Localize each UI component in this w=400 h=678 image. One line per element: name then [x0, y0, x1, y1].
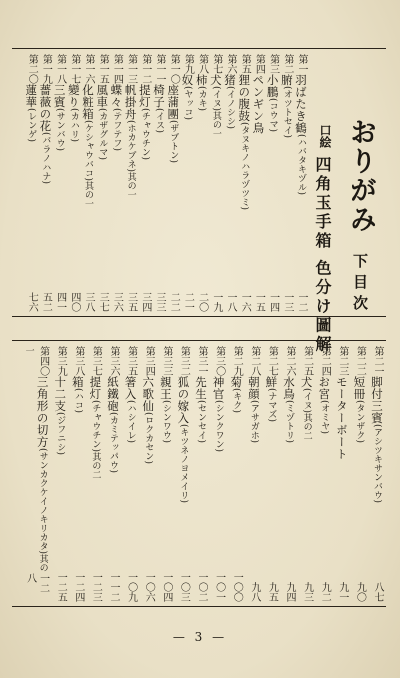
entry-number: 第一九 [40, 54, 52, 84]
entry-page: 四〇 [68, 292, 80, 312]
toc-entry [69, 346, 85, 602]
entry-number: 第三〇 [213, 346, 225, 376]
toc-entry [22, 54, 38, 312]
entry-reading: (アシツキサンバウ) [372, 424, 382, 504]
entry-name: 風車 [95, 84, 110, 108]
entry-name: 化粧箱 [81, 84, 95, 120]
entry-page: 一三 [281, 292, 293, 312]
entry-number: 第四〇 [37, 346, 49, 376]
entry-name: 水鳥 [282, 376, 296, 400]
entry-reading: (イヌ)其の一 [210, 86, 221, 139]
toc-title [344, 118, 380, 316]
toc-entry [207, 54, 223, 312]
entry-page: 二二 [168, 292, 180, 312]
entry-page: 九四 [284, 582, 295, 602]
toc-entry [107, 54, 123, 312]
entry-number: 第三三 [160, 346, 172, 376]
entry-name: 先生 [194, 376, 208, 400]
entry-page: 一二 [296, 292, 307, 312]
entry-reading: (ジフニシ) [55, 412, 66, 456]
entry-reading: (レンゲ) [26, 108, 37, 143]
entry-number: 第三二 [178, 346, 190, 376]
entry-page: 三七 [97, 292, 109, 312]
entry-number: 第三七 [90, 346, 102, 376]
entry-reading: (ハコ) [72, 388, 83, 414]
entry-page: 三四 [139, 292, 151, 312]
entry-reading: (ハシイレ) [125, 400, 136, 444]
entry-page: 一〇三 [178, 572, 190, 602]
title-main: おりがみ [345, 118, 376, 234]
entry-page: 五二 [40, 292, 52, 312]
toc-entry [193, 54, 209, 312]
toc-entry [221, 54, 237, 312]
entry-page: 一二三 [90, 572, 102, 602]
entry-page: 一二四 [72, 572, 84, 602]
entry-reading: (ロクカセン) [143, 412, 154, 465]
entry-reading: (イノシシ) [225, 86, 235, 130]
entry-name: 犬 [208, 74, 223, 86]
entry-reading: (キツネノヨメイリ) [178, 424, 189, 504]
entry-name: 提灯 [137, 84, 152, 108]
entry-page: 三八 [83, 292, 94, 312]
toc-entry [192, 346, 208, 602]
entry-name: 奴 [180, 74, 195, 86]
entry-reading: (ホカケブネ)其の一 [125, 120, 136, 200]
entry-name: 三賓 [52, 84, 67, 108]
entry-page: 一八 [225, 292, 236, 312]
entry-name: 菊 [229, 376, 244, 388]
entry-page: 一〇〇 [231, 572, 243, 602]
entry-reading: (チャウチン)其の二 [90, 400, 101, 480]
toc-entry [298, 346, 314, 602]
entry-name: 箱 [70, 376, 85, 388]
entry-number: 第二一 [372, 346, 383, 376]
toc-entry [86, 346, 102, 602]
toc-entry [280, 346, 296, 602]
entry-name: 椅子 [152, 84, 166, 108]
entry-reading: (シンワウ) [160, 400, 171, 444]
entry-number: 第三五 [125, 346, 137, 376]
entry-number: 第三八 [72, 346, 84, 376]
entry-name: 脚付三賓 [370, 376, 384, 424]
entry-name: 朝顔 [246, 376, 261, 400]
entry-number: 第一 [296, 54, 307, 74]
toc-entry [36, 54, 52, 312]
entry-reading: (アサガホ) [248, 400, 259, 444]
page-number: — 3 — [172, 630, 228, 644]
toc-entry [174, 346, 190, 602]
toc-entry [139, 346, 155, 602]
entry-name: 蝶々 [109, 84, 124, 108]
entry-reading: (オツトセイ) [281, 86, 292, 139]
entry-page: 一〇一 [213, 572, 225, 602]
toc-entry [164, 54, 180, 312]
entry-page: 三六 [111, 292, 123, 312]
entry-name: 紙鐵砲 [106, 376, 120, 412]
entry-name: 十二支 [53, 376, 68, 412]
bottom-rule [12, 606, 386, 607]
toc-entry [51, 346, 67, 602]
entry-reading: (タヌキノハラヅツミ) [239, 122, 250, 211]
entry-name: 神官 [211, 376, 226, 400]
entry-page: 八七 [372, 582, 383, 602]
entry-name: ペンギン鳥 [251, 74, 266, 134]
entry-name: 犬 [299, 376, 314, 388]
entry-name: 帆掛舟 [123, 84, 138, 120]
entry-name: お宮 [317, 376, 332, 400]
toc-entry [104, 346, 120, 602]
entry-page: 一二八 [24, 573, 49, 594]
entry-reading: (チャウチン) [139, 108, 150, 161]
entry-reading: (オミヤ) [319, 400, 330, 435]
entry-number: 第一五 [97, 54, 109, 84]
entry-page: 二〇 [196, 292, 208, 312]
entry-reading: (バラノハナ) [40, 132, 51, 185]
entry-number: 第三 [267, 54, 279, 74]
entry-reading: (コウマ) [267, 98, 278, 133]
entry-number: 第四 [253, 54, 265, 74]
toc-entry [93, 54, 109, 312]
entry-page: 九三 [301, 582, 313, 602]
entry-number: 第三四 [143, 346, 155, 376]
entry-reading: (センセイ) [196, 400, 206, 444]
toc-entry [278, 54, 294, 312]
entry-page: 七六 [26, 292, 38, 312]
entry-name: 猪 [223, 74, 237, 86]
title-sub: 下目次 [351, 253, 369, 317]
entry-number: 第一一 [154, 54, 165, 84]
entry-page: 一四 [267, 292, 279, 312]
frontispiece-subtitle: 四角玉手箱 色分け圖解 [313, 156, 332, 355]
entry-reading: (ナマズ) [266, 388, 277, 423]
entry-reading: (シンクワン) [213, 400, 224, 453]
entry-number: 第一三 [125, 54, 137, 84]
entry-reading: (サンカクケイノキリカタ)其の一 [23, 346, 48, 573]
entry-reading: (ケシャウバコ)其の一 [83, 120, 93, 209]
entry-reading: (ハバタキヅル) [296, 134, 306, 196]
toc-entry [368, 346, 384, 602]
toc-entry [157, 346, 173, 602]
toc-entry [235, 54, 251, 312]
toc-entry [227, 346, 243, 602]
entry-number: 第二九 [231, 346, 243, 376]
entry-reading: (テフテフ) [111, 108, 122, 152]
toc-entry [136, 54, 152, 312]
entry-reading: (カザグルマ) [97, 108, 108, 161]
entry-number: 第六 [225, 54, 236, 74]
entry-page: 一九 [210, 292, 222, 312]
entry-number: 第五 [239, 54, 251, 74]
entry-number: 第一七 [68, 54, 80, 84]
entry-number: 第九 [182, 54, 194, 74]
entry-number: 第三六 [108, 346, 119, 376]
entry-page: 三三 [154, 292, 165, 312]
toc-entry [350, 346, 366, 602]
entry-number: 第八 [196, 54, 208, 74]
toc-entry [79, 54, 95, 312]
toc-entry [292, 54, 308, 312]
entry-name: 短冊 [352, 376, 367, 400]
entry-page: 一五 [253, 292, 265, 312]
toc-entry [262, 346, 278, 602]
entry-number: 第一八 [54, 54, 66, 84]
entry-reading: (カキ) [196, 86, 207, 112]
entry-reading: (ザブトン) [168, 120, 179, 164]
top-rule [12, 48, 386, 49]
entry-number: 第三一 [196, 346, 207, 376]
entry-page: 一二五 [55, 572, 67, 602]
toc-frame [12, 48, 386, 608]
entry-number: 第二四 [319, 346, 331, 376]
entry-reading: (ミヅトリ) [284, 400, 294, 444]
entry-number: 第一〇 [168, 54, 180, 84]
entry-number: 第二三 [336, 346, 348, 376]
entry-name: 柿 [194, 74, 209, 86]
entry-name: 提灯 [88, 376, 103, 400]
entry-reading: (タンザク) [354, 400, 365, 444]
entry-number: 第一六 [83, 54, 94, 84]
entry-name: 三角形の切方 [35, 376, 50, 448]
toc-entry [210, 346, 226, 602]
entry-page: 九〇 [354, 582, 366, 602]
entry-name: 小鵬 [265, 74, 280, 98]
entry-reading: (カハリ) [68, 108, 79, 143]
toc-entry [333, 346, 349, 602]
entry-number: 第一二 [139, 54, 151, 84]
entry-name: 箸入 [123, 376, 138, 400]
entry-page: 九八 [248, 582, 260, 602]
entry-name: 薔薇の花 [38, 84, 53, 132]
entry-name: 座蒲團 [166, 84, 181, 120]
toc-entry [245, 346, 261, 602]
entry-reading: (イヌ)其の二 [301, 388, 312, 441]
entry-number: 第二八 [248, 346, 260, 376]
entry-number: 第三九 [55, 346, 67, 376]
entry-page: 四一 [54, 292, 66, 312]
frontispiece-label: 口絵 [318, 124, 332, 148]
entry-reading: (イス) [154, 108, 164, 134]
entry-name: 鮮 [264, 376, 279, 388]
toc-entry [51, 54, 67, 312]
toc-entry [122, 54, 138, 312]
entry-number: 第七 [210, 54, 222, 74]
entry-name: 腑 [279, 74, 294, 86]
toc-entry [264, 54, 280, 312]
entry-page: 九一 [336, 582, 348, 602]
entry-name: 狐の嫁入 [176, 376, 191, 424]
entry-number: 第二 [281, 54, 293, 74]
entry-reading: (カミテッパウ) [108, 412, 118, 474]
entry-name: 變り [66, 84, 81, 108]
toc-entry [315, 346, 331, 602]
entry-number: 第二六 [284, 346, 295, 376]
entry-number: 第一四 [111, 54, 123, 84]
toc-entry [122, 346, 138, 602]
entry-page: 二一 [182, 292, 194, 312]
entry-number: 第二七 [266, 346, 278, 376]
entry-reading: (キク) [231, 388, 242, 414]
entry-name: 蓮華 [24, 84, 39, 108]
toc-entry [23, 346, 50, 602]
toc-entry [150, 54, 166, 312]
entry-page: 一〇二 [196, 572, 207, 602]
entry-page: 一〇九 [125, 572, 137, 602]
entry-name: 親王 [158, 376, 173, 400]
entry-page: 一〇六 [143, 572, 155, 602]
entry-number: 第二〇 [26, 54, 38, 84]
entry-name: 羽ばたき鶴 [294, 74, 308, 134]
entry-page: 一一二 [108, 572, 119, 602]
entry-page: 一六 [239, 292, 251, 312]
entry-number: 第二二 [354, 346, 366, 376]
entry-page: 一〇四 [160, 572, 172, 602]
entry-reading: (ヤッコ) [182, 86, 193, 121]
entry-name: モーターボート [334, 376, 349, 460]
entry-page: 九五 [266, 582, 278, 602]
entry-reading: (サンバウ) [54, 108, 65, 152]
entry-page: 三五 [125, 292, 137, 312]
entry-name: 六歌仙 [141, 376, 156, 412]
entry-number: 第二五 [301, 346, 313, 376]
toc-entry [65, 54, 81, 312]
toc-entry [249, 54, 265, 312]
toc-entry [178, 54, 194, 312]
entry-page: 九二 [319, 582, 331, 602]
entry-name: 狸の腹鼓 [237, 74, 252, 122]
